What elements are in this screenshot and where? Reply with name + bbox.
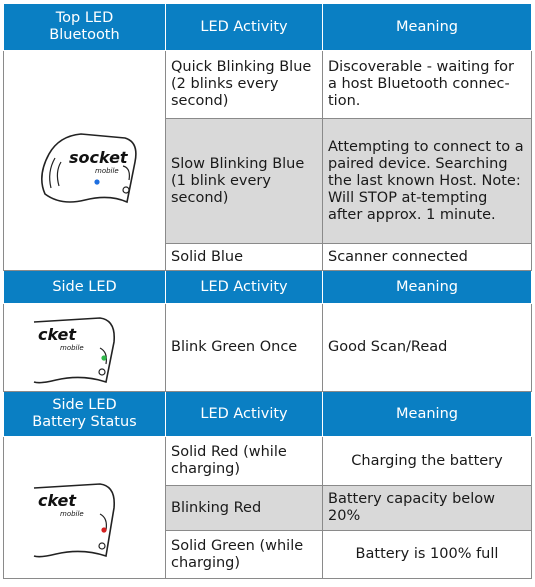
scanner-device-icon: [25, 106, 145, 216]
section-header-top-led: [4, 4, 532, 51]
header-col-led-name: Top LED Bluetooth: [4, 4, 166, 51]
scanner-top-led-image: [4, 51, 166, 271]
activity-cell: Solid Blue: [166, 244, 323, 271]
activity-cell: Solid Red (while charging): [166, 437, 323, 486]
meaning-cell: Scanner connected: [323, 244, 532, 271]
meaning-cell: Battery capacity below 20%: [323, 486, 532, 531]
meaning-cell: Charging the battery: [323, 437, 532, 486]
header-col-meaning: Meaning: [323, 392, 532, 437]
blue-led-dot: [94, 179, 99, 184]
header-col-activity: LED Activity: [166, 271, 323, 304]
activity-cell: Quick Blinking Blue (2 blinks every second): [166, 51, 323, 119]
table-row: [4, 304, 532, 392]
header-col-activity: LED Activity: [166, 392, 323, 437]
activity-cell: Blink Green Once: [166, 304, 323, 392]
header-col-led-name: Side LED: [4, 271, 166, 304]
svg-text:mobile: mobile: [59, 343, 84, 352]
header-col-meaning: Meaning: [323, 271, 532, 304]
svg-text:cket: cket: [37, 324, 76, 344]
header-col-meaning: Meaning: [323, 4, 532, 51]
header-col-led-name: Side LED Battery Status: [4, 392, 166, 437]
svg-text:mobile: mobile: [94, 166, 119, 175]
section-header-battery-led: [4, 392, 532, 437]
meaning-cell: Discoverable - waiting for a host Bluetooth connec-tion.: [323, 51, 532, 119]
svg-text:socket: socket: [68, 147, 128, 167]
scanner-device-icon: [30, 308, 140, 388]
meaning-cell: Battery is 100% full: [323, 531, 532, 579]
table-row: [4, 51, 532, 119]
activity-cell: Solid Green (while charging): [166, 531, 323, 579]
meaning-cell: Attempting to connect to a paired device. Searching the last known Host. Note: Will STOP at-tempting after approx. 1 minute.: [323, 119, 532, 244]
svg-text:mobile: mobile: [59, 509, 84, 518]
scanner-battery-led-image: [4, 437, 166, 579]
scanner-side-led-image: [4, 304, 166, 392]
activity-cell: Slow Blinking Blue (1 blink every second): [166, 119, 323, 244]
svg-text:cket: cket: [37, 490, 76, 510]
table-row: [4, 437, 532, 486]
scanner-device-icon: [30, 448, 140, 568]
led-status-table: [3, 3, 532, 579]
header-col-activity: LED Activity: [166, 4, 323, 51]
green-led-dot: [101, 355, 106, 360]
section-header-side-led: [4, 271, 532, 304]
meaning-cell: Good Scan/Read: [323, 304, 532, 392]
red-led-dot: [101, 527, 106, 532]
activity-cell: Blinking Red: [166, 486, 323, 531]
